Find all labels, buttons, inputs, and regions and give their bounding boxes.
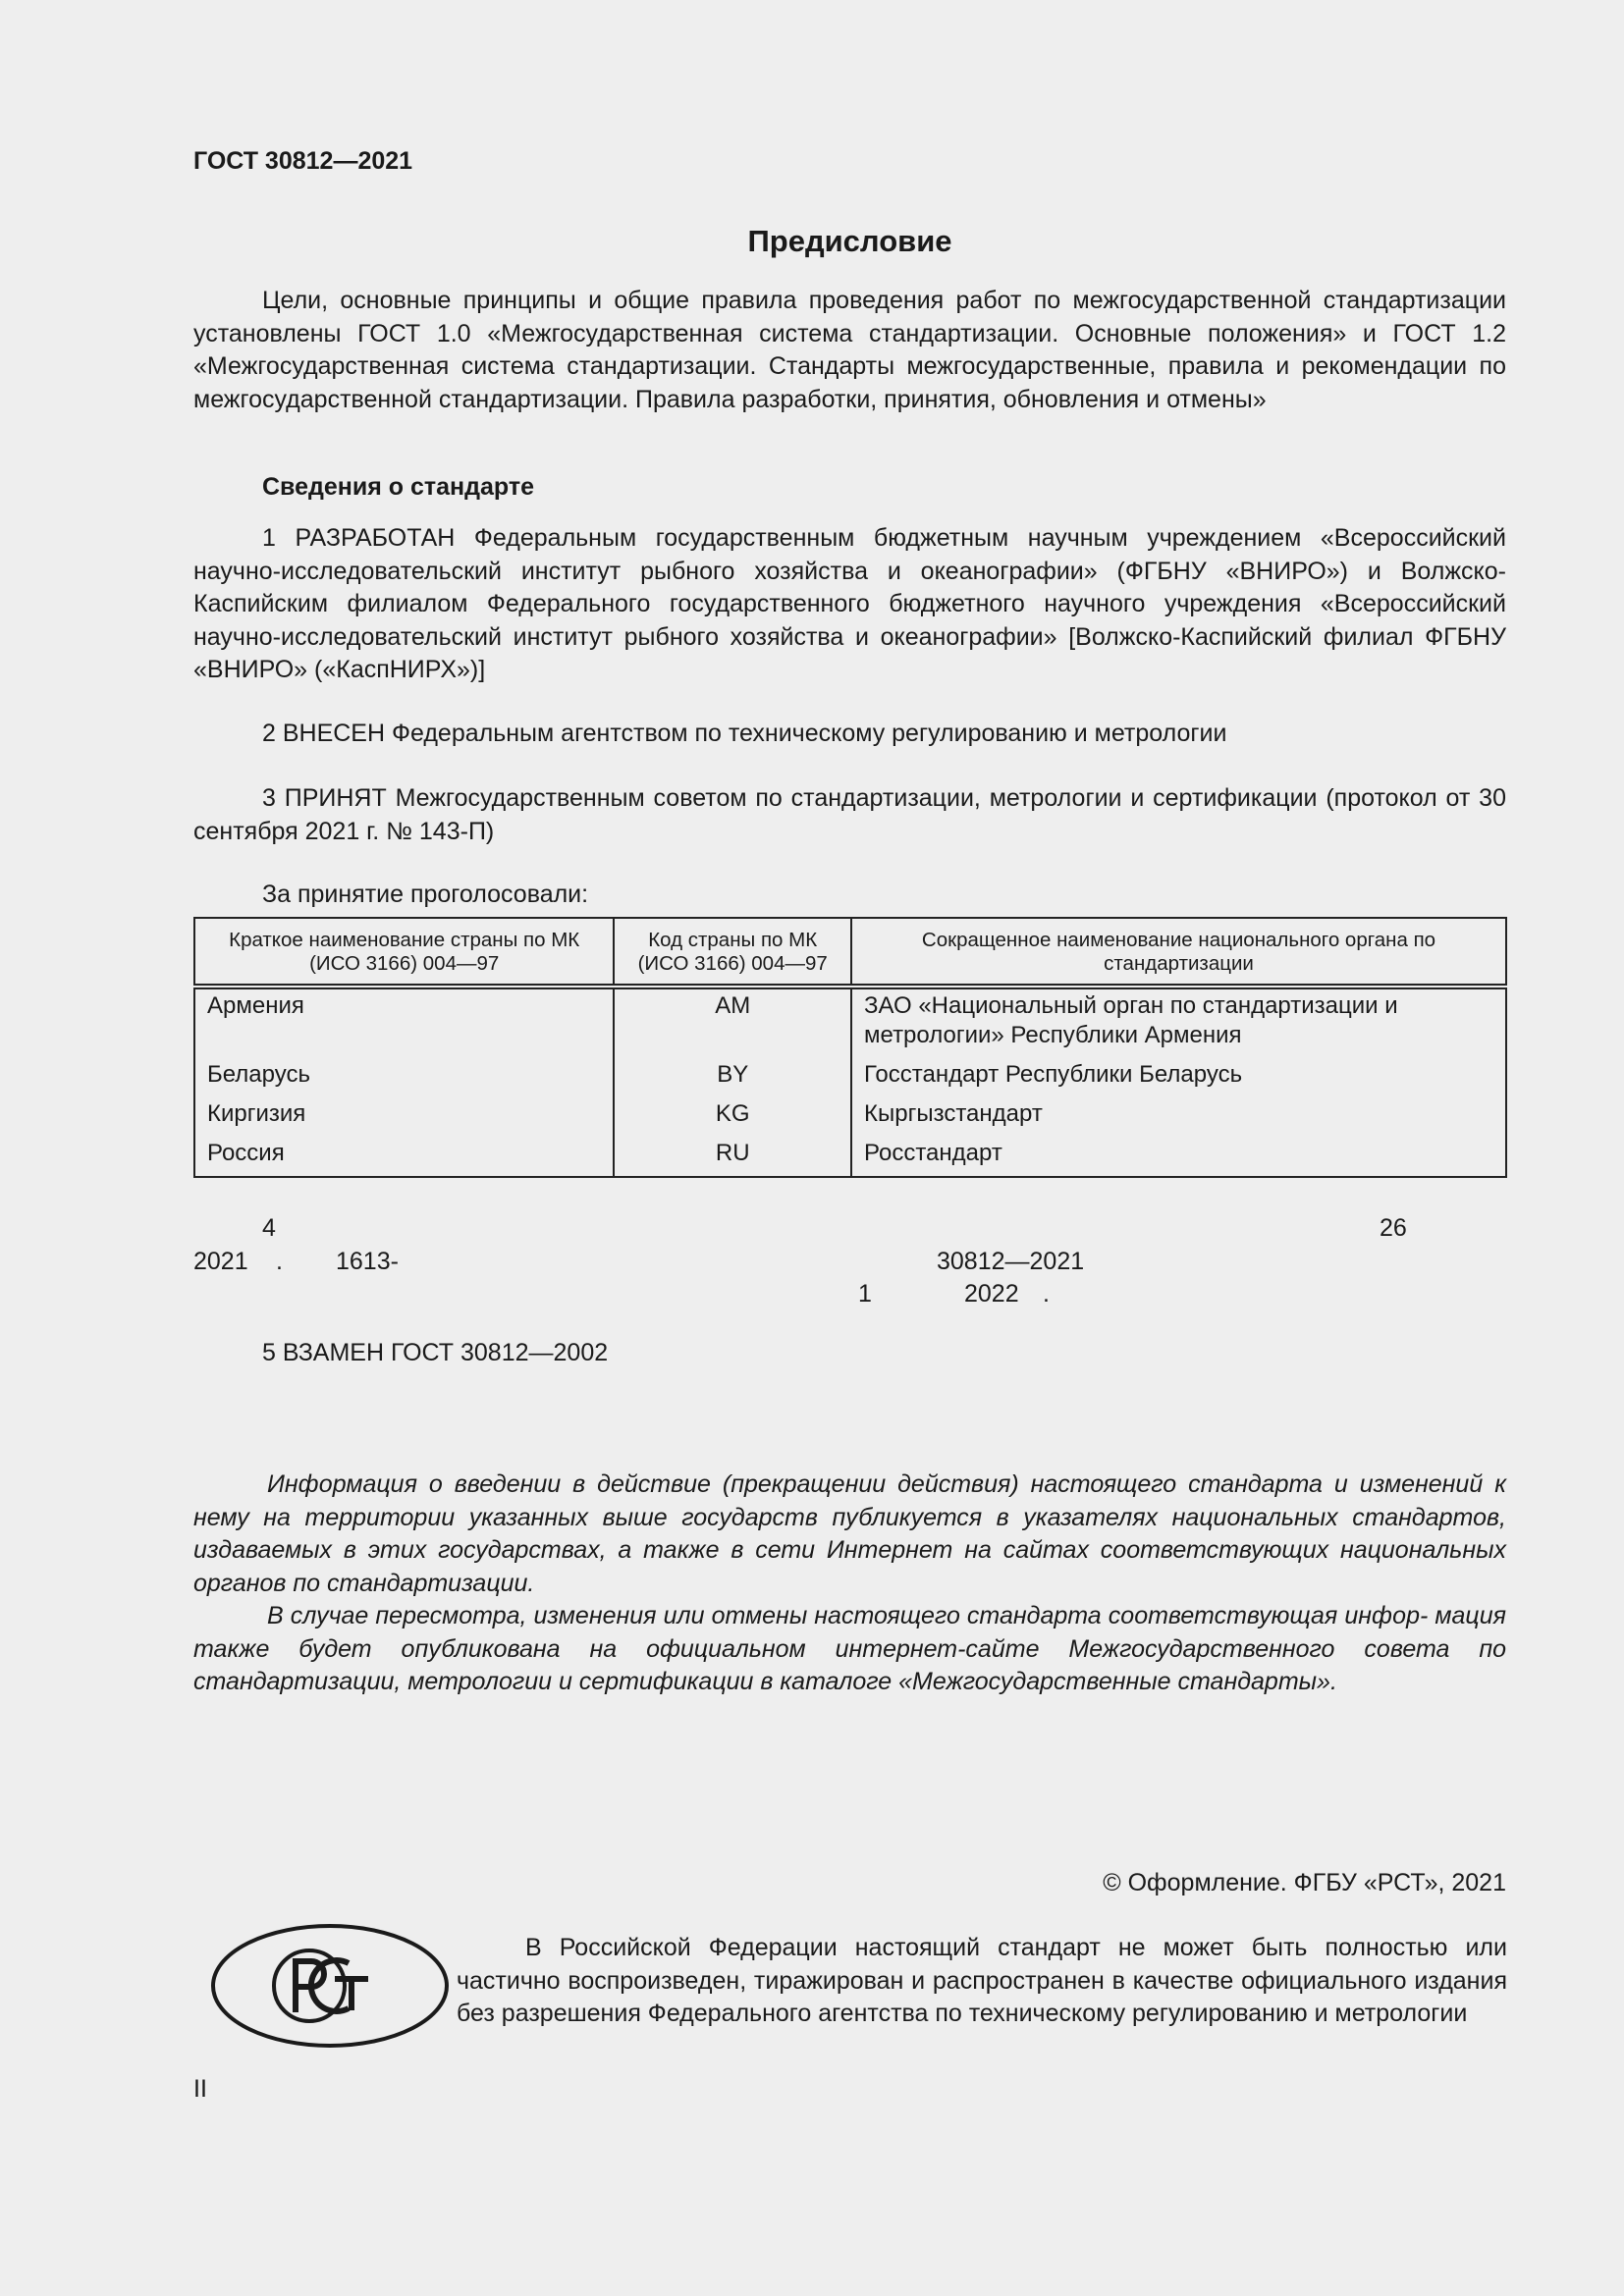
standard-info-title: Сведения о стандарте [262,473,535,501]
item4-dot: . [276,1248,283,1275]
foreword-title: Предисловие [747,224,952,258]
country-code: RU [614,1137,851,1177]
rst-logo-icon [209,1922,451,2055]
notice-revision: В случае пересмотра, изменения или отмены настоящего стандарта соответствующая инфор- мация также будет опубликована на официальном интернет-сайте Межгосударственного совета по стандартизации, метрологии и сертификации в каталоге «Межгосударственные стандарты». [193,1602,1506,1695]
votes-label: За принятие проголосовали: [262,881,589,908]
country-name: Киргизия [194,1097,614,1137]
table-header-country: Краткое наименование страны по МК (ИСО 3166) 004—97 [194,918,614,987]
table-header-code: Код страны по МК (ИСО 3166) 004—97 [614,918,851,987]
item4-number: 4 [262,1214,276,1242]
table-row [194,987,1506,1058]
table-row [194,1058,1506,1097]
table-header-body: Сокращенное наименование национального органа по стандартизации [851,918,1506,987]
country-name: Беларусь [194,1058,614,1097]
item4-year2: 2022 [964,1280,1019,1308]
country-name: Россия [194,1137,614,1177]
national-body: Росстандарт [851,1137,1506,1177]
country-name: Армения [194,987,614,1058]
item4-day: 26 [1380,1214,1407,1242]
national-body: Кыргызстандарт [851,1097,1506,1137]
item4-year: 2021 [193,1248,248,1275]
table-row [194,1097,1506,1137]
national-body: ЗАО «Национальный орган по стандартизации и метрологии» Республики Армения [851,987,1506,1058]
country-code: KG [614,1097,851,1137]
item4-order: 1613- [336,1248,399,1275]
country-code: AM [614,987,851,1058]
page-number: II [193,2075,207,2103]
item-adopted: 3 ПРИНЯТ Межгосударственным советом по стандартизации, метрологии и сертификации (протокол от 30 сентября 2021 г. № 143-П) [193,784,1506,845]
item-replaced: 5 ВЗАМЕН ГОСТ 30812—2002 [262,1339,609,1366]
country-code: BY [614,1058,851,1097]
national-body: Госстандарт Республики Беларусь [851,1058,1506,1097]
item4-dot2: . [1043,1280,1050,1308]
notice-introduction: Информация о введении в действие (прекращении действия) настоящего стандарта и изменений к нему на территории указанных выше государств публикуется в указателях национальных стандартов, издаваемых в этих государствах, а также в сети Интернет на сайтах соответствующих национальных органов по стандартизации. [193,1470,1506,1597]
foreword-intro: Цели, основные принципы и общие правила проведения работ по межгосударственной стандартизации установлены ГОСТ 1.0 «Межгосударственная система стандартизации. Основные положения» и ГОСТ 1.2 «Межгосударственная система стандартизации. Стандарты межгосударственные, правила и рекомендации по межгосударственной стандартизации. Правила разработки, принятия, обновления и отмены» [193,287,1506,413]
item-submitted: 2 ВНЕСЕН Федеральным агентством по техническому регулированию и метрологии [262,720,1227,747]
rf-copyright-notice: В Российской Федерации настоящий стандарт не может быть полностью или частично воспроизведен, тиражирован и распространен в качестве официального издания без разрешения Федерального агентства по техническому регулированию и метрологии [457,1934,1507,2027]
item4-one: 1 [858,1280,872,1308]
item-developed: 1 РАЗРАБОТАН Федеральным государственным бюджетным научным учреждением «Всероссийский научно-исследовательский институт рыбного хозяйства и океанографии» (ФГБНУ «ВНИРО») и Волжско-Каспийским филиалом Федерального государственного бюджетного научного учреждения «Всероссийский научно-исследовательский институт рыбного хозяйства и океанографии» [Волжско-Каспийский филиал ФГБНУ «ВНИРО» («КаспНИРХ»)] [193,524,1506,683]
item4-standard: 30812—2021 [937,1248,1085,1275]
copyright: © Оформление. ФГБУ «РСТ», 2021 [1103,1869,1506,1896]
table-row [194,1137,1506,1177]
document-code: ГОСТ 30812—2021 [193,147,413,175]
votes-table [193,917,1507,1178]
